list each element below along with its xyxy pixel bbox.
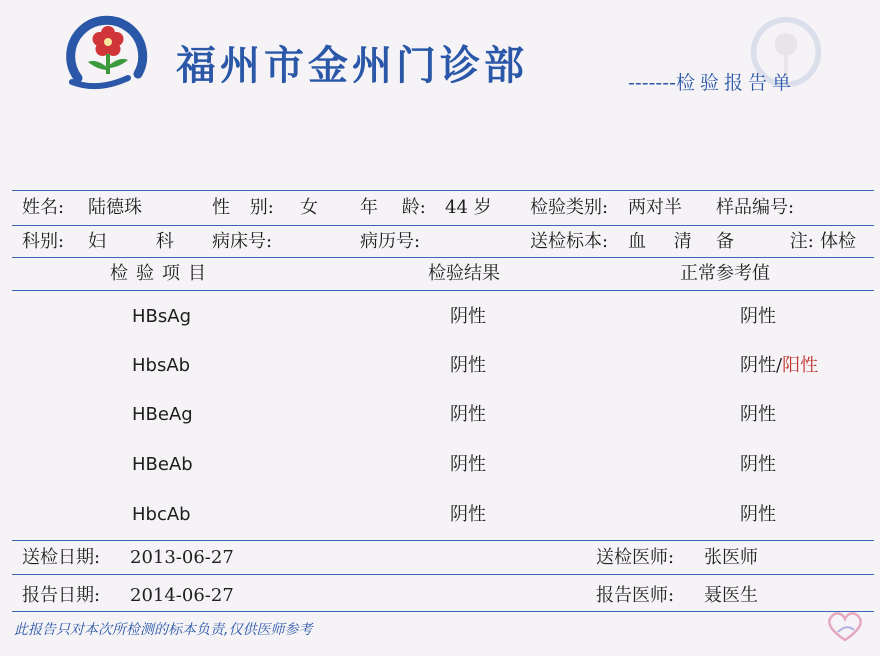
dept-value: 妇 科 [88, 231, 174, 252]
report-date-value: 2014-06-27 [130, 585, 234, 606]
row-3-item: HBeAg [132, 404, 193, 425]
row-3-result: 阴性 [450, 404, 486, 425]
row-5-result: 阴性 [450, 504, 486, 525]
age-value: 44 岁 [445, 197, 492, 218]
age-label: 年 龄: [360, 197, 426, 218]
row-3-reference-value: 阴性 [740, 404, 776, 425]
dept-label: 科别: [22, 231, 65, 252]
report-title [628, 74, 796, 93]
header-reference: 正常参考值 [680, 263, 770, 284]
row-3-reference [740, 406, 776, 424]
report-title-dashes: ------- [628, 72, 676, 94]
disclaimer-note: 此报告只对本次所检测的标本负责,仅供医师参考 [14, 622, 313, 638]
submit-date-label: 送检日期: [22, 547, 101, 568]
specimen-value: 血 清 [628, 231, 692, 252]
rule-footer-mid [12, 574, 874, 575]
remark-value: 体检 [820, 231, 856, 252]
rule-header [12, 290, 874, 291]
corner-heart-icon [820, 606, 870, 646]
rule-info [12, 225, 874, 226]
record-label: 病历号: [360, 231, 421, 252]
row-4-result: 阴性 [450, 454, 486, 475]
row-4-reference [740, 456, 776, 474]
specimen-label: 送检标本: [530, 231, 609, 252]
row-2-reference-value: 阴性/ [740, 355, 783, 376]
sex-label: 性 别: [212, 197, 274, 218]
header-result: 检验结果 [428, 263, 500, 284]
sample-no-label: 样品编号: [716, 197, 795, 218]
sex-value: 女 [300, 197, 318, 218]
header-item: 检验项目 [110, 263, 214, 284]
rule-top [12, 190, 874, 191]
row-2-item: HbsAb [132, 355, 191, 376]
submit-doctor-value: 张医师 [704, 547, 758, 568]
hospital-flower-logo-icon [58, 12, 154, 96]
row-1-reference-value: 阴性 [740, 306, 776, 327]
bed-label: 病床号: [212, 231, 273, 252]
row-1-item: HBsAg [132, 306, 192, 327]
row-4-reference-value: 阴性 [740, 454, 776, 475]
rule-info2 [12, 257, 874, 258]
row-2-result: 阴性 [450, 355, 486, 376]
report-doctor-label: 报告医师: [596, 585, 675, 606]
name-label: 姓名: [22, 197, 65, 218]
row-2-reference-extra: 阳性 [782, 355, 819, 376]
rule-footer-bottom [12, 611, 874, 612]
submit-date-value: 2013-06-27 [130, 547, 234, 568]
row-1-result: 阴性 [450, 306, 486, 327]
row-2-reference [740, 357, 818, 375]
report-title-text: 检验报告单 [676, 72, 797, 94]
submit-doctor-label: 送检医师: [596, 547, 675, 568]
name-value: 陆德珠 [88, 197, 142, 218]
test-type-label: 检验类别: [530, 197, 609, 218]
rule-table-bottom [12, 540, 874, 541]
report-date-label: 报告日期: [22, 585, 101, 606]
row-5-reference [740, 506, 776, 524]
test-type-value: 两对半 [628, 197, 682, 218]
remark-label: 备 注: [716, 231, 814, 252]
hospital-name: 福州市金州门诊部 [176, 43, 528, 89]
row-5-item: HbcAb [132, 504, 191, 525]
row-1-reference [740, 308, 776, 326]
row-4-item: HBeAb [132, 454, 193, 475]
row-5-reference-value: 阴性 [740, 504, 776, 525]
report-doctor-value: 聂医生 [704, 585, 758, 606]
